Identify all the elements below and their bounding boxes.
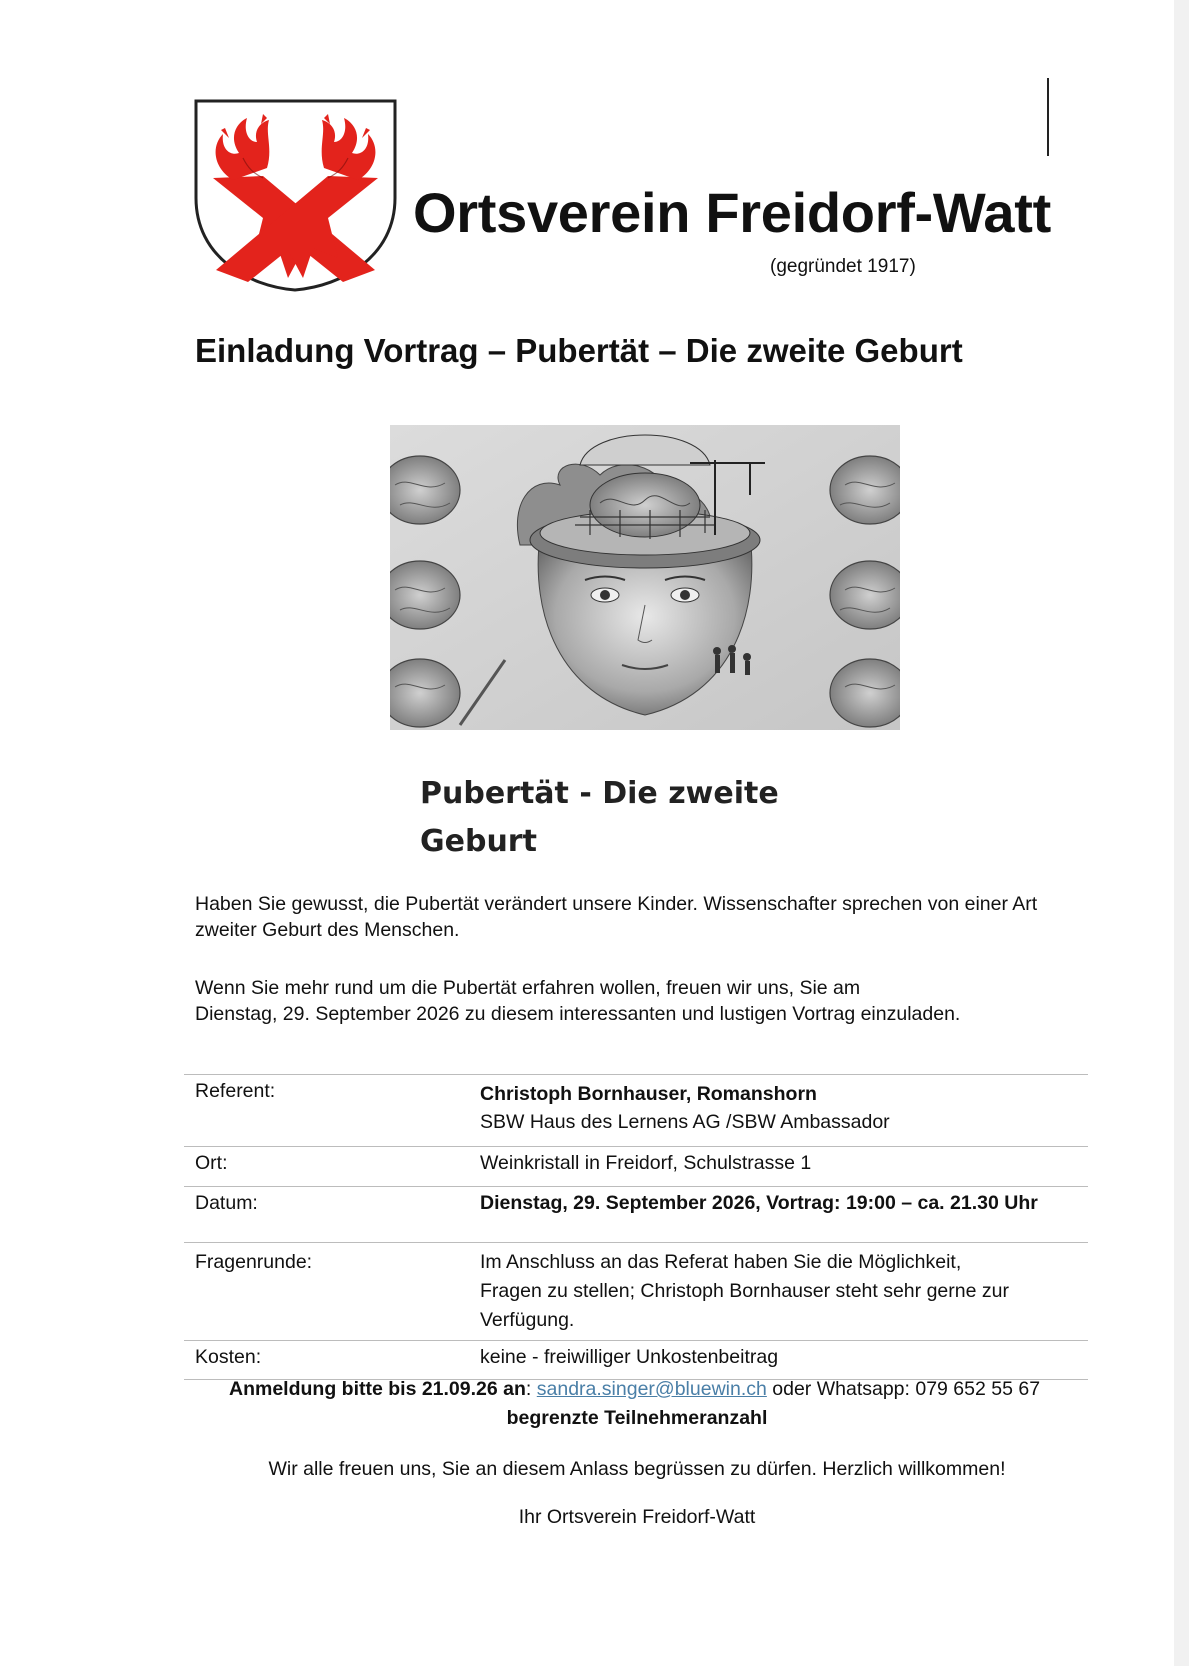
fragen-line-1: Im Anschluss an das Referat haben Sie die Möglichkeit, bbox=[480, 1251, 962, 1273]
kosten-label: Kosten: bbox=[195, 1346, 262, 1368]
datum-label: Datum: bbox=[195, 1192, 258, 1214]
referent-name: Christoph Bornhauser, Romanshorn bbox=[480, 1083, 817, 1105]
registration-deadline: Anmeldung bitte bis 21.09.26 an bbox=[229, 1378, 526, 1400]
fragen-line-2: Fragen zu stellen; Christoph Bornhauser steht sehr gerne zur bbox=[480, 1280, 1009, 1302]
event-details-table bbox=[184, 1074, 1088, 1380]
org-title: Ortsverein Freidorf-Watt bbox=[413, 181, 1051, 244]
email-link[interactable]: sandra.singer@bluewin.ch bbox=[536, 1378, 767, 1400]
caption-line-1: Pubertät - Die zweite bbox=[420, 776, 779, 811]
invitation-paragraph bbox=[195, 975, 1095, 1027]
referent-value bbox=[480, 1075, 1088, 1147]
coat-of-arms-icon bbox=[193, 98, 398, 292]
whatsapp-text: oder Whatsapp: 079 652 55 67 bbox=[766, 1378, 1041, 1400]
datum-value: Dienstag, 29. September 2026, Vortrag: 19:00 – ca. 21.30 Uhr bbox=[480, 1192, 1038, 1214]
table-row bbox=[184, 1341, 1088, 1380]
kosten-value: keine - freiwilliger Unkostenbeitrag bbox=[480, 1346, 779, 1368]
registration-colon: : bbox=[525, 1378, 537, 1400]
fragen-label: Fragenrunde: bbox=[195, 1251, 313, 1273]
founded-note: (gegründet 1917) bbox=[770, 256, 916, 277]
fragen-line-3: Verfügung. bbox=[480, 1309, 575, 1331]
signature: Ihr Ortsverein Freidorf-Watt bbox=[518, 1506, 756, 1528]
margin-line bbox=[1047, 78, 1049, 156]
illustration-caption bbox=[420, 770, 779, 866]
referent-label: Referent: bbox=[195, 1080, 276, 1102]
boy-brain-construction-illustration-icon bbox=[390, 425, 900, 730]
intro-paragraph: Haben Sie gewusst, die Pubertät verändert unsere Kinder. Wissenschafter sprechen von einer Art zweiter Geburt des Menschen. bbox=[195, 893, 1038, 941]
registration-line bbox=[229, 1378, 1040, 1401]
fragen-value bbox=[480, 1243, 1088, 1341]
invitation-line-2: Dienstag, 29. September 2026 zu diesem interessanten und lustigen Vortrag einzuladen. bbox=[195, 1003, 961, 1025]
ort-label: Ort: bbox=[195, 1152, 228, 1174]
ort-value: Weinkristall in Freidorf, Schulstrasse 1 bbox=[480, 1152, 812, 1174]
caption-line-2: Geburt bbox=[420, 824, 537, 859]
invitation-line-1: Wenn Sie mehr rund um die Pubertät erfahren wollen, freuen wir uns, Sie am bbox=[195, 977, 861, 999]
table-row bbox=[184, 1243, 1088, 1341]
table-row bbox=[184, 1147, 1088, 1187]
page-title: Einladung Vortrag – Pubertät – Die zweite Geburt bbox=[195, 332, 963, 369]
welcome-text: Wir alle freuen uns, Sie an diesem Anlass begrüssen zu dürfen. Herzlich willkommen! bbox=[268, 1458, 1006, 1480]
table-row bbox=[184, 1075, 1088, 1147]
limited-participants-note: begrenzte Teilnehmeranzahl bbox=[506, 1407, 768, 1429]
table-row bbox=[184, 1187, 1088, 1243]
referent-org: SBW Haus des Lernens AG /SBW Ambassador bbox=[480, 1111, 890, 1133]
